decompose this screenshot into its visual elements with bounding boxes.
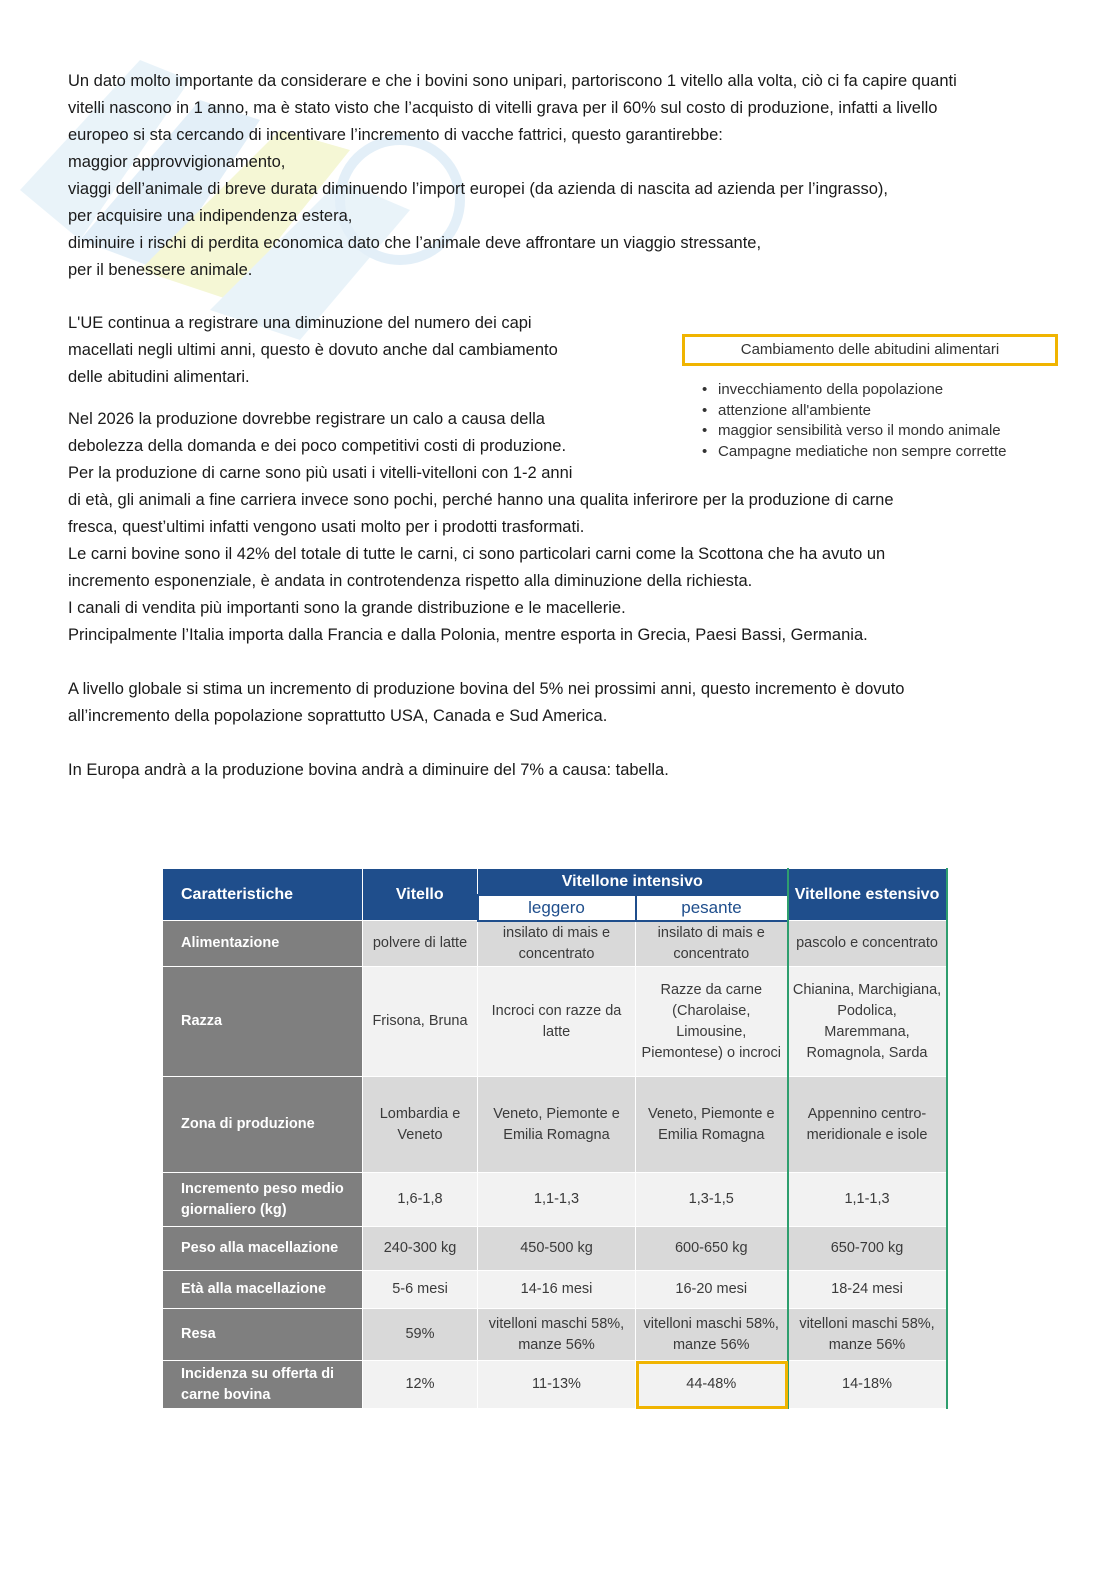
table-row: Resa 59% vitelloni maschi 58%, manze 56% vitelloni maschi 58%, manze 56% vitelloni maschi 58%, manze 56%	[163, 1309, 947, 1361]
table-row: Zona di produzione Lombardia e Veneto Veneto, Piemonte e Emilia Romagna Veneto, Piemonte e Emilia Romagna Appennino centro-meridionale e isole	[163, 1077, 947, 1173]
header-vitellone-intensivo: Vitellone intensivo	[478, 869, 788, 895]
header-vitello: Vitello	[363, 869, 478, 921]
table-row: Incidenza su offerta di carne bovina 12% 11-13% 44-48% 14-18%	[163, 1361, 947, 1409]
sidebox-list	[702, 380, 1007, 462]
header-vitellone-estensivo: Vitellone estensivo	[788, 869, 947, 921]
highlighted-cell: 44-48%	[636, 1361, 788, 1409]
table-row: Peso alla macellazione 240-300 kg 450-500 kg 600-650 kg 650-700 kg	[163, 1227, 947, 1271]
table-row: Alimentazione polvere di latte insilato di mais e concentrato insilato di mais e concentrato pascolo e concentrato	[163, 921, 947, 967]
table-row: Razza Frisona, Bruna Incroci con razze da latte Razze da carne (Charolaise, Limousine, Piemontese) o incroci Chianina, Marchigiana, Podolica, Maremmana, Romagnola, Sarda	[163, 967, 947, 1077]
header-caratteristiche: Caratteristiche	[163, 869, 363, 921]
paragraph-4: A livello globale si stima un incremento di produzione bovina del 5% nei prossimi anni, questo incremento è dovuto all’incremento della popolazione soprattutto USA, Canada e Sud America.	[68, 680, 905, 725]
table-row: Età alla macellazione 5-6 mesi 14-16 mesi 16-20 mesi 18-24 mesi	[163, 1271, 947, 1309]
list-item: • Campagne mediatiche non sempre corrette	[702, 442, 1007, 460]
paragraph-2: L'UE continua a registrare una diminuzione del numero dei capi macellati negli ultimi anni, questo è dovuto anche dal cambiamento delle abitudini alimentari.	[68, 314, 558, 386]
paragraph-3: Nel 2026 la produzione dovrebbe registrare un calo a causa della debolezza della domanda e dei poco competitivi costi di produzione. Per la produzione di carne sono più usati i vitelli-vitelloni con 1-2 anni di età, gli animali a fine carriera invece sono pochi, perché hanno una qualita inferirore per la produzione di carne fresca, quest’ultimi infatti vengono usati molto per i prodotti trasformati. Le carni bovine sono il 42% del totale di tutte le carni, ci sono particolari carni come la Scottona che ha avuto un incremento esponenziale, è andata in controtendenza rispetto alla diminuzione della richiesta. I canali di vendita più importanti sono la grande distribuzione e le macellerie. Principalmente l’Italia importa dalla Francia e dalla Polonia, mentre esporta in Grecia, Paesi Bassi, Germania.	[68, 410, 894, 644]
paragraph-5: In Europa andrà a la produzione bovina andrà a diminuire del 7% a causa: tabella.	[68, 761, 669, 779]
paragraph-1: Un dato molto importante da considerare e che i bovini sono unipari, partoriscono 1 vitello alla volta, ciò ci fa capire quanti vitelli nascono in 1 anno, ma è stato visto che l’acquisto di vitelli grava per il 60% sul costo di produzione, infatti a livello europeo si sta cercando di incentivare l’incremento di vacche fattrici, questo garantirebbe: maggior approvvigionamento, viaggi dell’animale di breve durata diminuendo l’import europei (da azienda di nascita ad azienda per l’ingrasso), per acquisire una indipendenza estera, diminuire i rischi di perdita economica dato che l’animale deve affrontare un viaggio stressante, per il benessere animale.	[68, 72, 957, 279]
list-item: • maggior sensibilità verso il mondo animale	[702, 422, 1001, 439]
header-pesante: pesante	[636, 895, 788, 921]
sidebox-title: Cambiamento delle abitudini alimentari	[682, 334, 1058, 366]
cattle-characteristics-table	[162, 868, 948, 1409]
list-item: • invecchiamento della popolazione	[702, 381, 944, 398]
list-item: • attenzione all'ambiente	[702, 401, 871, 419]
table-row: Incremento peso medio giornaliero (kg) 1,6-1,8 1,1-1,3 1,3-1,5 1,1-1,3	[163, 1173, 947, 1227]
header-leggero: leggero	[478, 895, 636, 921]
